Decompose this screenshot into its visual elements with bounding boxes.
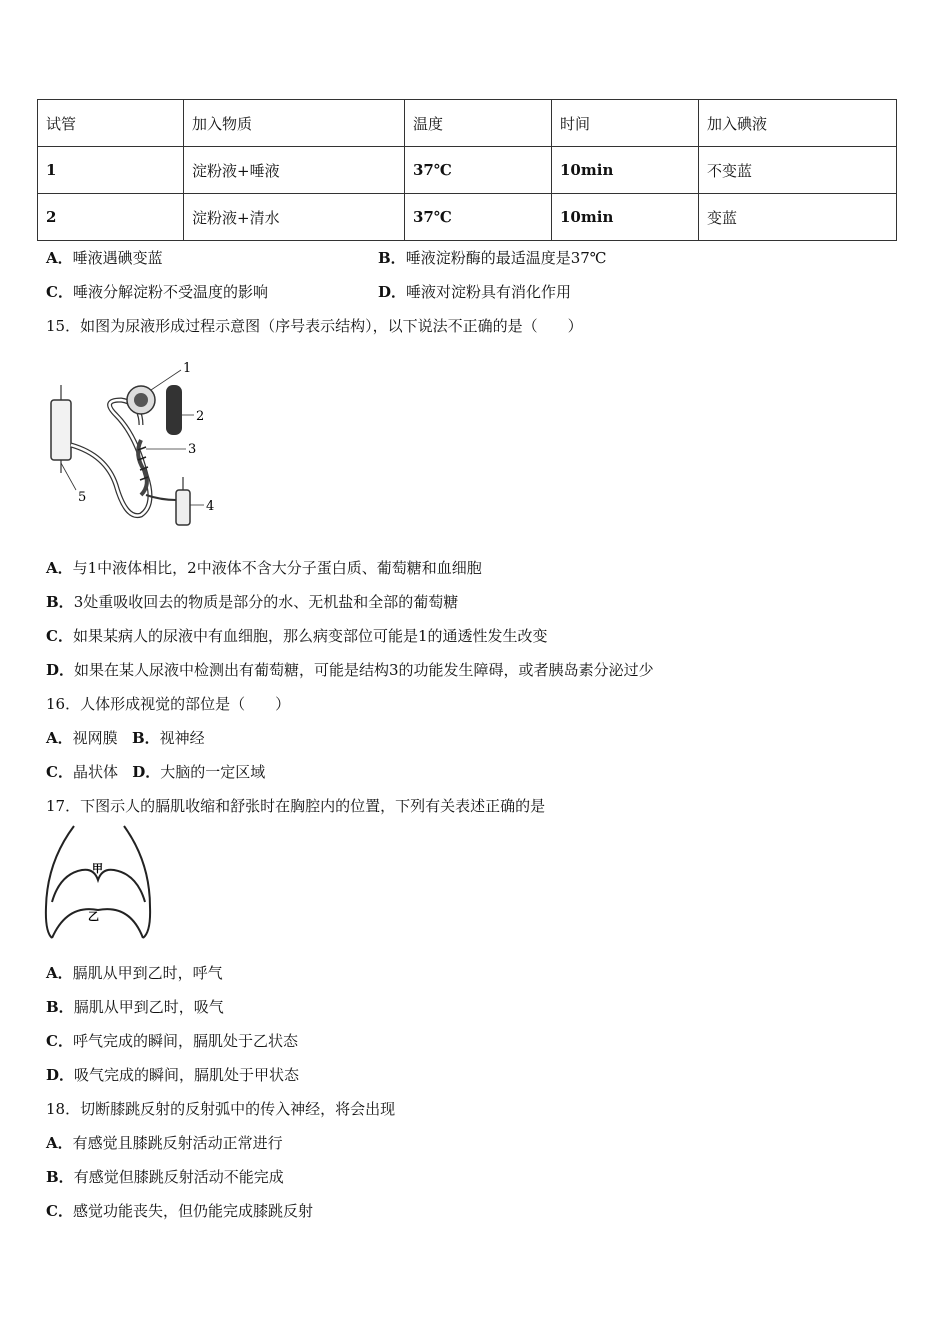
table-header-cell: 加入物质 — [184, 100, 405, 147]
table-header-cell: 加入碘液 — [699, 100, 897, 147]
q18-option-c: C．感觉功能丧失，但仍能完成膝跳反射 — [46, 1202, 313, 1220]
q16-options-cd: C．晶状体 D．大脑的一定区域 — [46, 763, 266, 781]
table-row — [38, 147, 897, 194]
collecting-tube-shape — [51, 400, 71, 460]
nephron-diagram — [46, 355, 226, 535]
q17-option-b: B．膈肌从甲到乙时，吸气 — [46, 998, 224, 1016]
table-cell: 变蓝 — [699, 194, 897, 241]
table-cell: 37℃ — [405, 147, 552, 194]
vein-shape — [176, 490, 190, 525]
experiment-table — [37, 99, 897, 241]
q15-option-c: C．如果某病人的尿液中有血细胞，那么病变部位可能是1的通透性发生改变 — [46, 627, 548, 645]
diaphragm-diagram — [42, 822, 157, 944]
table-cell: 1 — [38, 147, 184, 194]
table-header-cell: 时间 — [552, 100, 699, 147]
table-header-cell: 试管 — [38, 100, 184, 147]
figure-label-2: 2 — [196, 409, 205, 424]
q16-stem: 16．人体形成视觉的部位是（ ） — [46, 695, 291, 713]
q15-option-d: D．如果在某人尿液中检测出有葡萄糖，可能是结构3的功能发生障碍，或者胰岛素分泌过少 — [46, 661, 654, 679]
figure-label-4: 4 — [206, 499, 215, 514]
q15-option-a: A．与1中液体相比，2中液体不含大分子蛋白质、葡萄糖和血细胞 — [46, 559, 482, 577]
table-cell: 10min — [552, 147, 699, 194]
q18-option-b: B．有感觉但膝跳反射活动不能完成 — [46, 1168, 284, 1186]
table-cell: 2 — [38, 194, 184, 241]
q14-option-d: D．唾液对淀粉具有消化作用 — [378, 283, 572, 301]
figure-label-yi: 乙 — [88, 910, 99, 923]
figure-label-5: 5 — [78, 490, 87, 505]
table-cell: 淀粉液+清水 — [184, 194, 405, 241]
figure-label-1: 1 — [183, 361, 192, 376]
q15-option-b: B．3处重吸收回去的物质是部分的水、无机盐和全部的葡萄糖 — [46, 593, 459, 611]
q14-option-a: A．唾液遇碘变蓝 — [46, 249, 163, 267]
q17-stem: 17．下图示人的膈肌收缩和舒张时在胸腔内的位置，下列有关表述正确的是 — [46, 797, 546, 815]
q14-option-c: C．唾液分解淀粉不受温度的影响 — [46, 283, 268, 301]
table-cell: 不变蓝 — [699, 147, 897, 194]
q17-option-d: D．吸气完成的瞬间，膈肌处于甲状态 — [46, 1066, 300, 1084]
table-cell: 37℃ — [405, 194, 552, 241]
q15-stem: 15．如图为尿液形成过程示意图（序号表示结构），以下说法不正确的是（ ） — [46, 317, 583, 335]
figure-label-3: 3 — [188, 442, 197, 457]
table-header-cell: 温度 — [405, 100, 552, 147]
figure-label-jia: 甲 — [92, 862, 103, 875]
table-cell: 10min — [552, 194, 699, 241]
table-row — [38, 194, 897, 241]
q18-option-a: A．有感觉且膝跳反射活动正常进行 — [46, 1134, 283, 1152]
table-cell: 淀粉液+唾液 — [184, 147, 405, 194]
q18-stem: 18．切断膝跳反射的反射弧中的传入神经，将会出现 — [46, 1100, 396, 1118]
table-header-row — [38, 100, 897, 147]
q16-options-ab: A．视网膜 B．视神经 — [46, 729, 205, 747]
q17-option-a: A．膈肌从甲到乙时，呼气 — [46, 964, 223, 982]
arteriole-shape — [166, 385, 182, 435]
q17-option-c: C．呼气完成的瞬间，膈肌处于乙状态 — [46, 1032, 298, 1050]
q14-option-b: B．唾液淀粉酶的最适温度是37℃ — [378, 249, 607, 267]
